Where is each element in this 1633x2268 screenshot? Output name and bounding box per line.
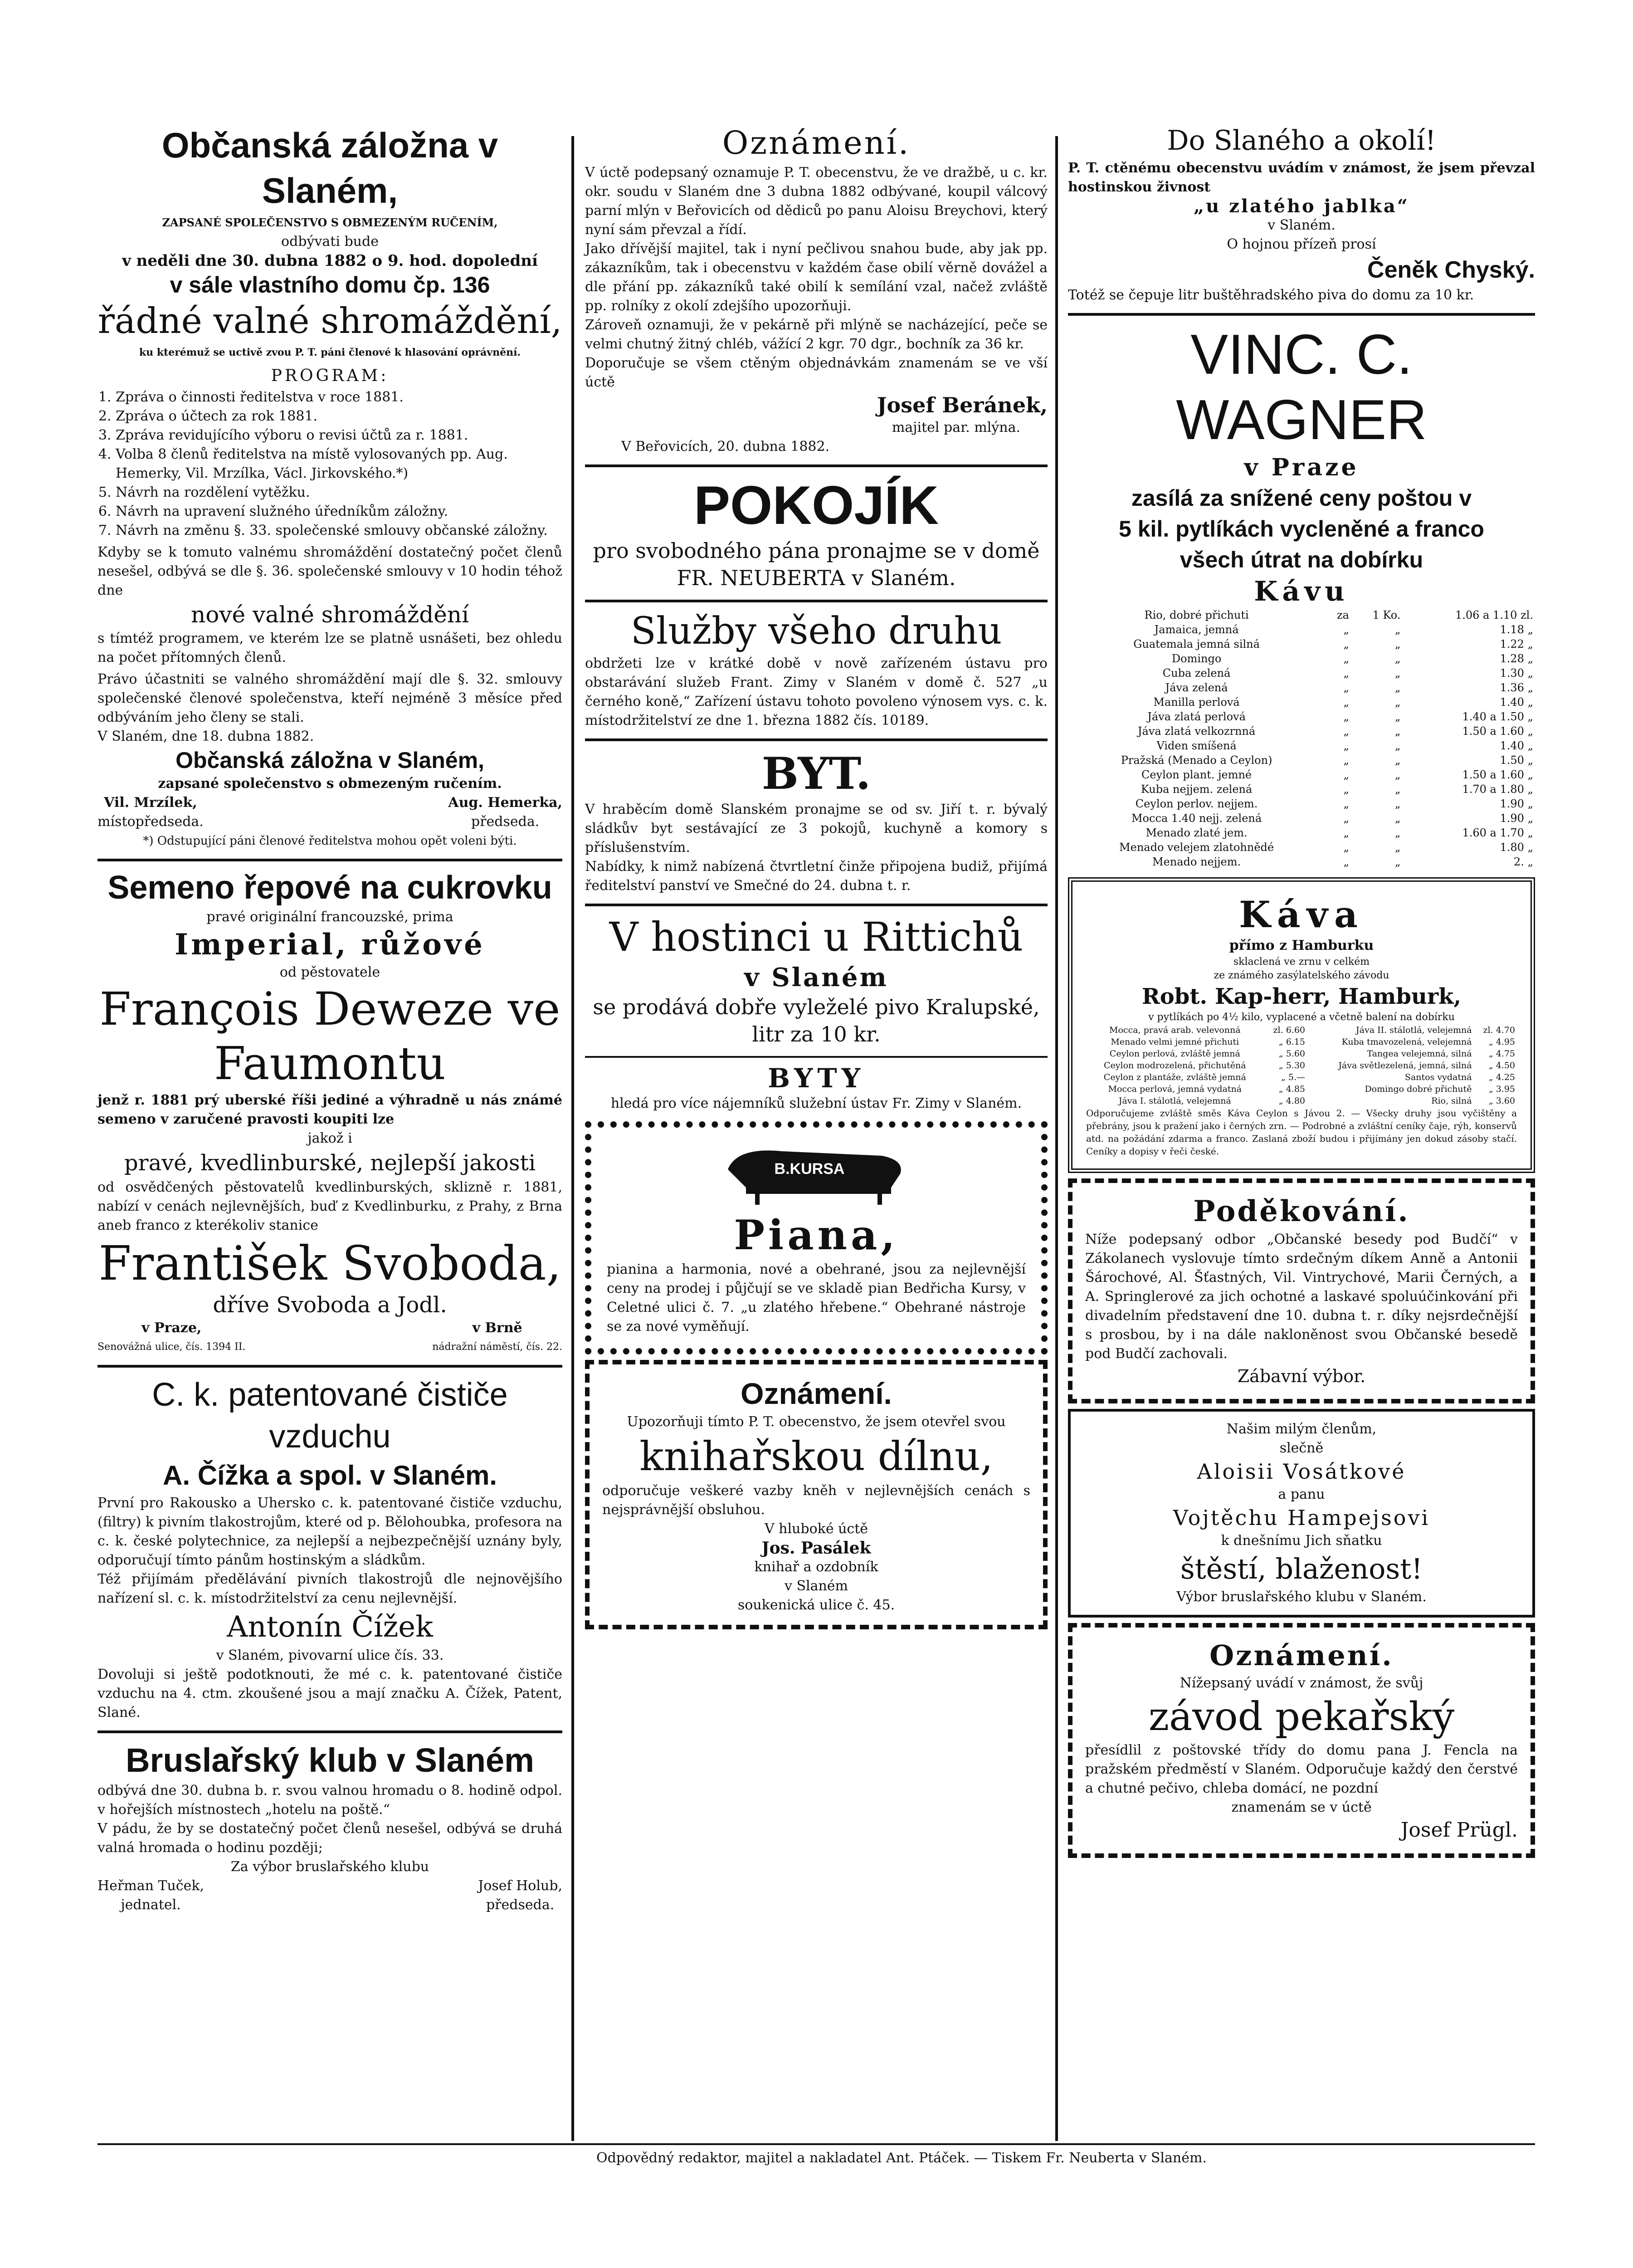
price-cell: Mocca 1.40 nejj. zelená <box>1131 812 1262 825</box>
price-row <box>1086 1060 1517 1071</box>
price-cell: Jáva I. stálotlá, velejemná <box>1118 1096 1231 1106</box>
price-cell: Mocca, pravá arab. velevonná <box>1109 1025 1241 1035</box>
zalozna-line1: odbývati bude <box>281 234 379 249</box>
price-cell: 1.40 a 1.50 „ <box>1462 710 1533 723</box>
byt-p2: Nabídky, k nimž nabízená čtvrtletní činže připojena budiž, přijímá ředitelství panství ve Smečné do 24. dubna t. r. <box>585 859 1048 894</box>
wagner-title: VINC. C. WAGNER <box>1176 323 1427 451</box>
slane-notice <box>1068 122 1535 305</box>
address-street: nádražní náměstí, čís. 22. <box>432 1341 562 1353</box>
kapherr-ad <box>1068 877 1535 1173</box>
address-city: v Praze, <box>141 1320 202 1336</box>
price-cell: „ <box>1395 855 1401 868</box>
price-row <box>1068 855 1535 869</box>
price-cell: „ <box>1395 696 1401 709</box>
knihar-title: Oznámení. <box>741 1377 892 1410</box>
price-cell: Santos vydatná <box>1404 1072 1472 1082</box>
wagner-ad <box>1068 322 1535 869</box>
pekar-title: Oznámení. <box>1209 1639 1394 1672</box>
prani-n2: Vojtěchu Hampejsovi <box>1173 1505 1430 1530</box>
price-cell: zl. 4.70 <box>1483 1025 1515 1035</box>
price-cell: Ceylon z plantáže, zvláště jemná <box>1103 1072 1246 1082</box>
kapherr-price-table <box>1086 1024 1517 1107</box>
column-1 <box>97 122 562 1923</box>
mlyn-p4: Doporučuje se všem ctěným objednávkám znamenám se ve vší úctě <box>585 355 1048 390</box>
price-cell: 1.40 „ <box>1500 696 1533 709</box>
price-row <box>1068 826 1535 840</box>
price-cell: „ <box>1343 725 1349 738</box>
semeno-addresses <box>97 1319 562 1357</box>
price-cell: Jáva zelená <box>1165 681 1228 694</box>
price-row <box>1068 753 1535 767</box>
price-cell: „ <box>1395 710 1401 723</box>
semeno-firm: František Svoboda, <box>98 1236 561 1291</box>
price-cell: „ <box>1343 696 1349 709</box>
slane-p2: O hojnou přízeň prosí <box>1227 236 1376 252</box>
semeno-ad <box>97 868 562 1357</box>
price-cell: Tangea velejemná, silná <box>1367 1049 1472 1059</box>
column-rule-1 <box>571 136 574 2141</box>
mlyn-notice <box>585 122 1048 456</box>
pokojik-title: POKOJÍK <box>693 475 939 536</box>
program-item: 1. Zpráva o činnosti ředitelstva v roce 1881. <box>116 388 562 407</box>
bruslar-sig: Za výbor bruslařského klubu <box>230 1859 429 1875</box>
slane-p1c: v Slaném. <box>1267 217 1336 233</box>
price-cell: „ <box>1395 652 1401 665</box>
cistice-p2: Též přijímám předělávání pivních tlakostrojů dle nejnovějšího nařízení sl. c. k. místodržitelství za cenu nejlevnější. <box>97 1571 562 1606</box>
price-cell: Jáva zlatá velkozrnná <box>1137 725 1256 738</box>
sluzby-title: Služby všeho druhu <box>630 610 1002 653</box>
podekovani-ad <box>1068 1178 1535 1403</box>
program-item: 4. Volba 8 členů ředitelstva na místě vylosovaných pp. Aug. Hemerky, Vil. Mrzílka, Václ. Jirkovského.*) <box>116 445 562 483</box>
price-cell: „ 3.95 <box>1488 1084 1515 1094</box>
knihar-role: knihař a ozdobník <box>754 1559 878 1575</box>
price-cell: „ <box>1343 768 1349 781</box>
price-cell: 1.50 a 1.60 „ <box>1462 725 1533 738</box>
prani-l3: a panu <box>1278 1486 1325 1502</box>
price-row <box>1068 666 1535 680</box>
price-row <box>1068 797 1535 811</box>
hostinec-title: V hostinci u Rittichů <box>609 914 1024 960</box>
semeno-l8: od osvědčených pěstovatelů kvedlinburských, sklizně r. 1881, nabízí v cenách nejlevnějších, buď z Kvedlinburku, z Prahy, z Brna aneb franco z kterékoliv stanice <box>97 1179 562 1233</box>
mlyn-p1: V úctě podepsaný oznamuje P. T. obecenstvu, že ve dražbě, u c. kr. okr. soudu v Slaném dne 3 dubna 1882 odbývané, koupil válcový parní mlýn v Beřovicích od dědiců po panu Aloisu Breychovi, který nyní sám převzal a řídí. <box>585 165 1048 238</box>
price-cell: Jáva zlatá perlová <box>1147 710 1246 723</box>
program-item: 5. Návrh na rozdělení vytěžku. <box>116 483 562 502</box>
address-street: Senovážná ulice, čís. 1394 II. <box>97 1341 246 1353</box>
byty-ad <box>585 1062 1048 1113</box>
knihar-name: Jos. Pasálek <box>761 1539 871 1558</box>
divider <box>1068 313 1535 316</box>
price-cell: Kuba nejjem. zelená <box>1141 783 1253 796</box>
price-row <box>1068 622 1535 637</box>
kapherr-l3: ze známého zasýlatelského závodu <box>1214 970 1389 981</box>
price-cell: „ <box>1343 812 1349 825</box>
price-cell: „ <box>1395 638 1401 650</box>
hostinec-p1: se prodává dobře vyleželé pivo Kralupské, litr za 10 kr. <box>593 995 1040 1046</box>
price-cell: „ <box>1343 623 1349 636</box>
price-cell: Jáva světlezelená, jemná, silná <box>1338 1061 1472 1070</box>
price-cell: 2. „ <box>1514 855 1533 868</box>
pekar-p1: Nížepsaný uvádí v známost, že svůj <box>1180 1675 1423 1691</box>
zalozna-sign1: Občanská záložna v Slaném, <box>175 748 484 773</box>
divider <box>585 904 1048 906</box>
price-cell: Rio, silná <box>1431 1096 1472 1106</box>
price-cell: „ 3.60 <box>1488 1096 1515 1106</box>
piana-title: Piana, <box>734 1211 899 1259</box>
price-cell: „ <box>1343 797 1349 810</box>
zalozna-line2: v neděli dne 30. dubna 1882 o 9. hod. dopolední <box>122 252 538 270</box>
hostinec-town: v Slaném <box>744 963 888 992</box>
price-cell: „ <box>1343 681 1349 694</box>
byt-ad <box>585 748 1048 895</box>
zalozna-p1: Kdyby se k tomuto valnému shromáždění dostatečný počet členů nesešel, odbývá se dle §. 36. společenské smlouvy v 10 hodin téhož dne <box>97 544 562 598</box>
semeno-l2: Imperial, růžové <box>175 928 485 962</box>
price-cell: Jamaica, jemná <box>1154 623 1239 636</box>
price-cell: „ <box>1395 623 1401 636</box>
mlyn-p2: Jako dřívější majitel, tak i nyní pečlivou snahou bude, aby jak pp. zákazníkům, tak i obecenstvu v každém čase obilí věrně dovážel a dle přání pp. zákazníků také obilí k semílání vzal, načež zvláště pp. rolníky z okolí zdejšího upozorňuji. <box>585 241 1048 314</box>
semeno-l5: jenž r. 1881 prý uberské říši jediné a výhradně u nás známé semeno v zaručené pravosti koupiti lze <box>97 1092 562 1127</box>
program-item: 2. Zpráva o účtech za rok 1881. <box>116 407 562 426</box>
price-cell: „ <box>1395 725 1401 738</box>
price-cell: Ceylon perlová, zvláště jemná <box>1109 1049 1240 1059</box>
knihar-big: knihařskou dílnu, <box>639 1433 993 1480</box>
zalozna-date: V Slaném, dne 18. dubna 1882. <box>97 728 314 744</box>
newspaper-page <box>97 122 1535 2254</box>
zalozna-subtitle: ZAPSANÉ SPOLEČENSTVO S OBMEZENÝM RUČENÍM, <box>162 216 498 229</box>
price-row <box>1086 1071 1517 1083</box>
price-row <box>1086 1048 1517 1060</box>
podekovani-p1: Níže podepsaný odbor „Občanské besedy pod Budčí“ v Zákolanech vyslovuje tímto srdečným díkem Anně a Antonii Šárochové, Al. Šťastných, Vil. Vintrychové, Marii Černých, a A. Springlerové za jich ochotné a laskavé spoluúčinkování při divadelním představení dne 10. dubna t. r. díky nejsrdečnější s prosbou, by i na dále nakloněnost svou Občanské besedě pod Budčí zachovali. <box>1085 1232 1518 1362</box>
price-cell: zl. 6.60 <box>1273 1025 1306 1035</box>
mlyn-p3: Zároveň oznamuji, že v pekárně při mlýně se nacházející, peče se velmi chutný žitný chléb, vážící 2 kgr. 70 dgr., bochník za 36 kr. <box>585 317 1048 352</box>
price-cell: „ <box>1343 652 1349 665</box>
price-cell: „ 5.60 <box>1278 1049 1306 1059</box>
signer-role: předseda. <box>471 814 540 830</box>
price-row <box>1086 1024 1517 1036</box>
mlyn-date: V Beřovicích, 20. dubna 1882. <box>621 439 830 455</box>
price-row <box>1086 1036 1517 1048</box>
price-cell: 1.22 „ <box>1500 638 1533 650</box>
price-cell: Menado velmi jemné přichuti <box>1111 1037 1239 1047</box>
price-cell: Guatemala jemná silná <box>1133 638 1260 650</box>
kapherr-title: Káva <box>1239 893 1364 936</box>
price-cell: Ceylon plant. jemné <box>1141 768 1252 781</box>
prani-n1: Aloisii Vosátkové <box>1197 1459 1406 1484</box>
price-cell: 1.60 a 1.70 „ <box>1462 826 1533 839</box>
sluzby-ad <box>585 609 1048 730</box>
price-cell: Viden smíšená <box>1156 739 1237 752</box>
pekar-p2: přesídlil z poštovské třídy do domu pana J. Fencla na pražském předměstí v Slaném. Odporučuje každý den čerstvé a chutné pečivo, chleba domácí, ne pozdní <box>1085 1742 1518 1796</box>
price-cell: „ <box>1395 826 1401 839</box>
knihar-ad <box>585 1360 1048 1629</box>
prani-big: štěstí, blaženost! <box>1180 1552 1423 1585</box>
price-cell: „ 5.— <box>1281 1072 1306 1082</box>
slane-p1: P. T. ctěnému obecenstvu uvádím v známost, že jsem převzal hostinskou živnost <box>1068 160 1535 195</box>
knihar-p1: Upozorňuji tímto P. T. obecenstvo, že jsem otevřel svou <box>627 1414 1006 1430</box>
price-row <box>1068 767 1535 782</box>
price-cell: „ 4.95 <box>1488 1037 1515 1047</box>
semeno-title: Semeno řepové na cukrovku <box>107 870 552 906</box>
pekar-p3: znamenám se v úctě <box>1231 1799 1372 1815</box>
mlyn-role: majitel par. mlýna. <box>892 420 1020 435</box>
kapherr-p1: Odporučujeme zvláště směs Káva Ceylon s Jávou 2. — Všecky druhy jsou vyčištěny a přebrány, jsou k pražení jako i černých zrn. — Podrobné a zvláštní ceníky čaje, rýh, konservů atd. na požádání zdarma a franco. Zaslaná zboží budou i přijímány jen dokud zásoby stačí. Ceníky a dopisy v řeči české. <box>1086 1108 1517 1157</box>
price-cell: 1.70 a 1.80 „ <box>1462 783 1533 796</box>
price-row <box>1068 695 1535 709</box>
signer-role: jednatel. <box>121 1897 181 1913</box>
prani-sign: Výbor bruslařského klubu v Slaném. <box>1176 1589 1427 1605</box>
zalozna-title: Občanská záložna v Slaném, <box>161 125 498 210</box>
semeno-l6: jakož i <box>307 1130 352 1146</box>
wagner-l2: 5 kil. pytlíkách vycleněné a franco <box>1119 516 1484 542</box>
byty-title: BYTY <box>768 1063 865 1094</box>
cistice-ad <box>97 1374 562 1722</box>
kapherr-l4: v pytlíkách po 4½ kilo, vyplacené a včetně balení na dobírku <box>1148 1012 1455 1023</box>
hostinec-ad <box>585 913 1048 1048</box>
mlyn-name: Josef Beránek, <box>877 393 1048 417</box>
price-cell: „ <box>1343 667 1349 679</box>
cistice-firm: A. Čížka a spol. v Slaném. <box>163 1460 497 1491</box>
sluzby-p1: obdržeti lze v krátké době v nově zařízeném ústavu pro obstarávání služeb Frant. Zimy v Slaném v domě č. 527 „u černého koně,“ Zařízení ústavu tohoto povoleno výnosem vys. c. k. místodržitelství ze dne 1. března 1882 čís. 10189. <box>585 655 1048 728</box>
price-cell: 1.80 „ <box>1500 841 1533 854</box>
price-row <box>1068 738 1535 753</box>
bruslar-p2: V pádu, že by se dostatečný počet členů nesešel, odbývá se druhá valná hromada o hodinu později; <box>97 1821 562 1856</box>
price-cell: „ <box>1343 739 1349 752</box>
podekovani-sign: Zábavní výbor. <box>1237 1366 1366 1386</box>
divider <box>585 1056 1048 1058</box>
price-cell: 1 Ko. <box>1372 609 1401 621</box>
bruslar-p1: odbývá dne 30. dubna b. r. svou valnou hromadu o 8. hodině odpol. v hořejších místnostech „hotelu na poště.“ <box>97 1783 562 1818</box>
price-row <box>1068 782 1535 797</box>
price-cell: „ <box>1395 754 1401 767</box>
cistice-p3: Dovoluji si ještě podotknouti, že mé c. k. patentované čističe vzduchu na 4. ctm. zkoušené jsou a mají značku A. Čížek, Patent, Slané. <box>97 1667 562 1721</box>
price-cell: „ <box>1343 841 1349 854</box>
price-cell: „ <box>1395 667 1401 679</box>
price-cell: „ 6.15 <box>1278 1037 1306 1047</box>
zalozna-signatures <box>97 793 562 831</box>
zalozna-p1b: nové valné shromáždění <box>191 601 469 628</box>
price-row <box>1086 1083 1517 1095</box>
byt-title: BYT. <box>761 748 871 799</box>
signer-name: Vil. Mrzílek, <box>104 795 197 811</box>
signer-name: Aug. Hemerka, <box>448 795 562 811</box>
piano-logo <box>719 1142 914 1206</box>
zalozna-heading: řádné valné shromáždění, <box>97 301 562 342</box>
price-cell: Cuba zelená <box>1162 667 1231 679</box>
pekar-name: Josef Prügl. <box>1400 1818 1518 1842</box>
cistice-name: Antonín Čížek <box>227 1610 433 1644</box>
zalozna-invite: ku kterémuž se uctivě zvou P. T. páni členové k hlasování oprávnění. <box>139 347 521 358</box>
semeno-l4: François Deweze ve Faumontu <box>99 982 561 1090</box>
column-2 <box>585 122 1048 1635</box>
price-row <box>1068 651 1535 666</box>
bruslar-title: Bruslařský klub v Slaném <box>126 1741 534 1779</box>
pokojik-ad <box>585 474 1048 591</box>
knihar-town: v Slaném <box>784 1578 848 1594</box>
price-cell: Menado velejem zlatohnědé <box>1119 841 1274 854</box>
program-item: 7. Návrh na změnu §. 33. společenské smlouvy občanské záložny. <box>116 521 562 540</box>
price-row <box>1086 1095 1517 1107</box>
price-cell: „ <box>1395 681 1401 694</box>
price-cell: „ <box>1343 754 1349 767</box>
prani-ad <box>1068 1409 1535 1618</box>
footer-rule <box>97 2143 1535 2145</box>
price-cell: 1.18 „ <box>1500 623 1533 636</box>
signer-name: Josef Holub, <box>478 1878 562 1894</box>
zalozna-p3: Právo účastniti se valného shromáždění mají dle §. 32. smlouvy společenské členové společenstva, kteří nejméně 3 měsíce před odbýváním jeho členy se stali. <box>97 671 562 725</box>
price-row <box>1068 811 1535 826</box>
price-cell: 1.30 „ <box>1500 667 1533 679</box>
price-cell: „ <box>1343 710 1349 723</box>
prani-l1: Našim milým členům, <box>1226 1421 1377 1437</box>
price-cell: Domingo <box>1171 652 1222 665</box>
pekar-ad <box>1068 1623 1535 1858</box>
zalozna-program-title: PROGRAM: <box>271 367 389 385</box>
program-item: 3. Zpráva revidujícího výboru o revisi účtů za r. 1881. <box>116 426 562 445</box>
price-cell: Ceylon modrozelená, přichutěná <box>1104 1061 1246 1070</box>
price-cell: „ <box>1343 826 1349 839</box>
piana-ad <box>585 1121 1048 1354</box>
wagner-town: v Praze <box>1244 454 1359 481</box>
slane-title: Do Slaného a okolí! <box>1167 125 1436 156</box>
price-cell: „ 5.30 <box>1278 1061 1306 1070</box>
price-cell: Jáva II. stálotlá, velejemná <box>1356 1025 1472 1035</box>
prani-l2: slečně <box>1279 1440 1324 1456</box>
slane-p3: Totéž se čepuje litr buštěhradského piva do domu za 10 kr. <box>1068 287 1474 303</box>
price-cell: 1.50 „ <box>1500 754 1533 767</box>
semeno-firm2: dříve Svoboda a Jodl. <box>213 1292 447 1318</box>
zalozna-footnote: *) Odstupující páni členové ředitelstva mohou opět voleni býti. <box>143 834 517 848</box>
price-cell: „ <box>1395 783 1401 796</box>
piano-brand: B.KURSA <box>774 1160 845 1178</box>
pokojik-p2: FR. NEUBERTA v Slaném. <box>677 566 956 590</box>
price-cell: 1.40 „ <box>1500 739 1533 752</box>
price-cell: 1.28 „ <box>1500 652 1533 665</box>
divider <box>97 859 562 861</box>
price-cell: „ 4.50 <box>1488 1061 1515 1070</box>
divider <box>585 738 1048 741</box>
mlyn-title: Oznámení. <box>722 124 911 161</box>
pokojik-p1: pro svobodného pána pronajme se v domě <box>593 538 1040 563</box>
zalozna-notice <box>97 122 562 850</box>
price-cell: Menado zlaté jem. <box>1146 826 1248 839</box>
divider <box>585 464 1048 467</box>
pekar-big: závod pekařský <box>1148 1694 1455 1740</box>
semeno-l1: pravé originální francouzské, prima <box>206 909 453 925</box>
cistice-p1: První pro Rakousko a Uhersko c. k. patentované čističe vzduchu, (filtry) k pivním tlakostrojům, které od p. Bělohoubka, profesora na c. k. české polytechnice, za nejlepší a nejbezpečnější uznány byly, odporučují tímto pánům hostinským a sládkům. <box>97 1495 562 1568</box>
price-cell: „ <box>1395 812 1401 825</box>
program-item: 6. Návrh na upravení služného úředníkům záložny. <box>116 502 562 521</box>
price-cell: „ <box>1343 638 1349 650</box>
signer-name: Heřman Tuček, <box>97 1878 205 1894</box>
wagner-price-table <box>1068 608 1535 869</box>
price-row <box>1068 608 1535 622</box>
wagner-l3: všech útrat na dobírku <box>1180 547 1423 572</box>
zalozna-line3: v sále vlastního domu čp. 136 <box>170 272 490 298</box>
signer-role: místopředseda. <box>97 814 204 830</box>
divider <box>97 1365 562 1368</box>
price-cell: „ <box>1343 855 1349 868</box>
wagner-l1: zasílá za snížené ceny poštou v <box>1131 485 1472 511</box>
column-rule-2 <box>1055 136 1058 2141</box>
price-cell: 1.50 a 1.60 „ <box>1462 768 1533 781</box>
price-cell: Manilla perlová <box>1153 696 1240 709</box>
price-cell: „ <box>1395 768 1401 781</box>
price-cell: „ <box>1343 783 1349 796</box>
price-cell: „ 4.75 <box>1488 1049 1515 1059</box>
price-cell: „ <box>1395 739 1401 752</box>
piana-p1: pianina a harmonia, nové a obehrané, jsou za nejlevnější ceny na prodej i půjčují se ve skladě pian Bedřicha Kursy, v Celetné ulici č. 7. „u zlatého hřebene.“ Obehrané nástroje se za nové vyměňují. <box>607 1261 1026 1334</box>
price-cell: Domingo dobré přichutě <box>1365 1084 1472 1094</box>
kapherr-l2: sklaclená ve zrnu v celkém <box>1233 956 1370 968</box>
zalozna-p2: s tímtéž programem, ve kterém lze se platně usnášeti, bez ohledu na počet přítomných členů. <box>97 631 562 665</box>
price-cell: Pražská (Menado a Ceylon) <box>1121 754 1272 767</box>
price-cell: 1.36 „ <box>1500 681 1533 694</box>
byt-p1: V hraběcím domě Slanském pronajme se od sv. Jiří t. r. bývalý sládkův byt sestávající ze 3 pokojů, kuchyně a komory s příslušenstvím. <box>585 802 1048 855</box>
slane-name: Čeněk Chyský. <box>1367 257 1535 283</box>
price-cell: „ <box>1395 841 1401 854</box>
price-row <box>1068 637 1535 651</box>
zalozna-program-list <box>116 388 562 540</box>
byty-p1: hledá pro více nájemníků služební ústav Fr. Zimy v Slaném. <box>610 1095 1022 1111</box>
signer-role: předseda. <box>486 1897 555 1913</box>
price-cell: 1.06 a 1.10 zl. <box>1455 609 1533 621</box>
address-city: v Brně <box>472 1320 522 1336</box>
price-cell: 1.90 „ <box>1500 797 1533 810</box>
price-cell: Menado nejjem. <box>1152 855 1241 868</box>
cistice-title: C. k. patentované čističe vzduchu <box>152 1377 508 1455</box>
divider <box>97 1730 562 1733</box>
price-cell: Ceylon perlov. nejjem. <box>1135 797 1258 810</box>
podekovani-title: Poděkování. <box>1193 1194 1410 1228</box>
cistice-addr: v Slaném, pivovarní ulice čís. 33. <box>216 1647 444 1663</box>
wagner-kava: Kávu <box>1254 576 1349 607</box>
price-row <box>1068 724 1535 738</box>
semeno-l3: od pěstovatele <box>279 964 380 980</box>
price-cell: Rio, dobré přichuti <box>1144 609 1249 621</box>
knihar-p2: odporučuje veškeré vazby kněh v nejlevnějších cenách s nejsprávnější obsluhou. <box>602 1483 1030 1518</box>
slane-p1b: „u zlatého jablka“ <box>1194 196 1409 217</box>
footer-imprint: Odpovědný redaktor, majitel a nakladatel Ant. Ptáček. — Tiskem Fr. Neuberta v Slaném. <box>596 2150 1207 2166</box>
price-cell: „ 4.85 <box>1278 1084 1306 1094</box>
price-cell: „ <box>1395 797 1401 810</box>
price-cell: Mocca perlová, jemná vydatná <box>1108 1084 1242 1094</box>
price-row <box>1068 840 1535 855</box>
knihar-addr: soukenická ulice č. 45. <box>737 1597 895 1613</box>
bruslar-signatures <box>97 1877 562 1915</box>
price-cell: 1.90 „ <box>1500 812 1533 825</box>
column-3 <box>1068 122 1535 1863</box>
price-row <box>1068 680 1535 695</box>
price-row <box>1068 709 1535 724</box>
prani-l4: k dnešnímu Jich sňatku <box>1221 1533 1382 1549</box>
price-cell: za <box>1337 609 1349 621</box>
knihar-p3: V hluboké úctě <box>764 1521 868 1537</box>
semeno-l7: pravé, kvedlinburské, nejlepší jakosti <box>124 1150 536 1176</box>
kapherr-firm: Robt. Kap-herr, Hamburk, <box>1141 984 1462 1009</box>
bruslar-notice <box>97 1740 562 1915</box>
kapherr-l1: přímo z Hamburku <box>1229 938 1374 953</box>
zalozna-sign2: zapsané společenstvo s obmezeným ručením. <box>158 776 502 792</box>
price-cell: „ 4.25 <box>1488 1072 1515 1082</box>
divider <box>585 600 1048 602</box>
price-cell: Kuba tmavozelená, velejemná <box>1341 1037 1472 1047</box>
price-cell: „ 4.80 <box>1278 1096 1306 1106</box>
